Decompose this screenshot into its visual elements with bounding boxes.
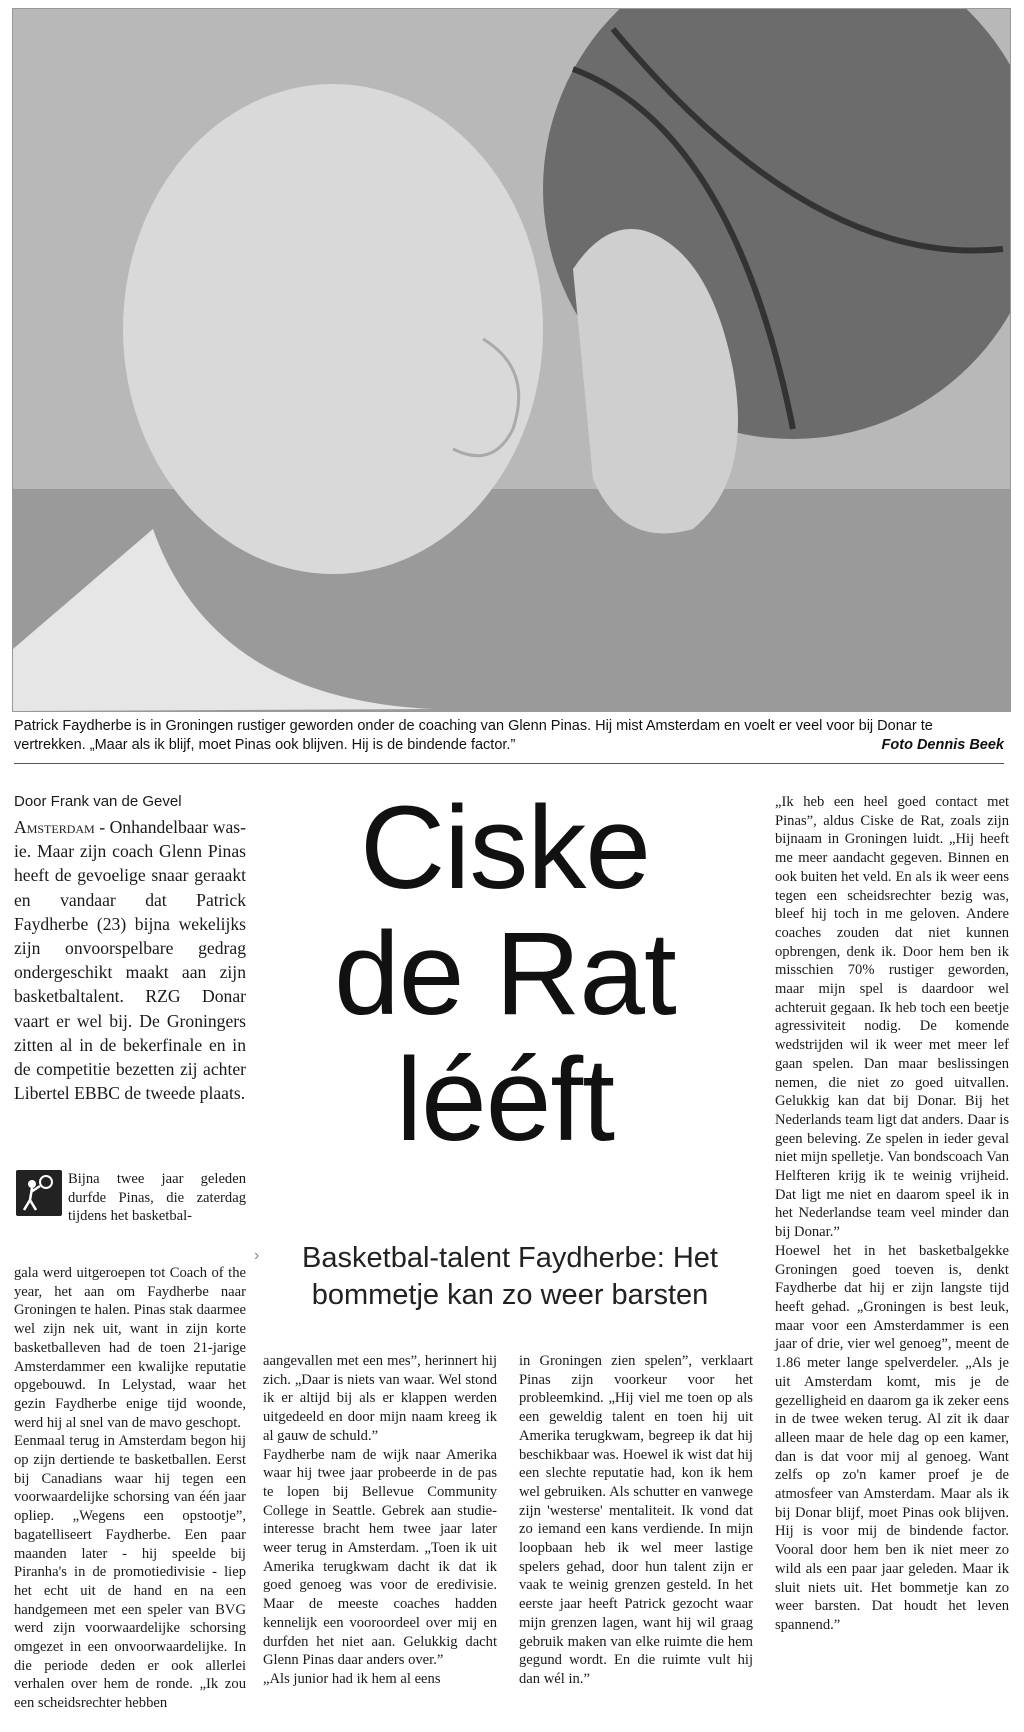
subheadline: Basketbal-talent Faydherbe: Het bommetje kan zo weer barsten (302, 1242, 718, 1311)
headline (270, 782, 740, 1166)
photo-caption (14, 717, 1004, 755)
column-1 (14, 1264, 246, 1713)
byline: Door Frank van de Gevel (14, 793, 182, 810)
paragraph: Hoewel het in het basketbalgekke Groningen goed toeven is, denkt Faydherbe dat hij er zijn langste tijd heeft gehad. „Groningen is best leuk, maar voor een Amsterdammer is een jaar of drie, vier wel genoeg”, meent de 1.86 meter lange spelverdeler. „Als je uit Amsterdam komt, mis je de gezelligheid en daarom ga ik zeker eens in de twee weken terug. Al zit ik daar alleen maar de hele dag op een kamer, dan is dat voor mij al genoeg. Want zelfs op zo'n kamer proef je de atmosfeer van Amsterdam. Maar als ik bij Donar blijf, moet Pinas ook blijven. Hij is voor mij de bindende factor. Vooral door hem ben ik niet meer zo wild als een paar jaar geleden. Maar ik sluit niets uit. Het bommetje kan zo weer barsten. Dat houdt het leven spannend.” (775, 1242, 1009, 1633)
basketball-player-icon (16, 1170, 62, 1216)
lead-text: - Onhandelbaar was-ie. Maar zijn coach Glenn Pinas heeft de gevoelige snaar geraakt en vandaar dat Patrick Faydherbe (23) bijna wekelijks zijn onvoorspelbare gedrag ondergeschikt maakt aan zijn basketbaltalent. RZG Donar vaart er wel bij. De Groningers zitten al in de bekerfinale en in de competitie bezetten zij achter Libertel EBBC de tweede plaats. (14, 817, 246, 1104)
paragraph: aangevallen met een mes”, herinnert hij zich. „Daar is niets van waar. Wel stond ik er altijd bij als er klappen werden uitgedeeld en door mijn naam kreeg ik al gauw de schuld.” (263, 1353, 497, 1444)
headline-line-2: de Rat (334, 908, 676, 1040)
photo-illustration (13, 9, 1010, 711)
subhead-mark: › (254, 1247, 260, 1264)
paragraph: Bijna twee jaar geleden durfde Pinas, die zaterdag tijdens het basketbal- (68, 1171, 246, 1225)
lead-paragraph (14, 815, 246, 1105)
dateline: Amsterdam (14, 817, 95, 837)
headline-line-3: lééft (395, 1034, 615, 1166)
paragraph: Faydherbe nam de wijk naar Amerika waar hij twee jaar probeerde in de pas te lopen bij Bellevue Community College in Seattle. Gebrek aan studie-interesse bracht hem twee jaar later weer terug in Amsterdam. „Toen ik uit Amerika terugkwam dacht ik dat ik goed genoeg was voor de eredivisie. Maar de meeste coaches hadden kennelijk een vooroordeel over mij en durfden het niet aan. Gelukkig dacht Glenn Pinas daar anders over.” (263, 1446, 497, 1669)
paragraph: „Als junior had ik hem al eens (263, 1670, 441, 1687)
column-3 (519, 1352, 753, 1689)
paragraph: gala werd uitgeroepen tot Coach of the year, het aan om Faydherbe naar Groningen te halen. Pinas stak daarmee wel zijn nek uit, want in zijn korte basketballeven had de toen 21-jarige Amsterdammer een kwalijke reputatie opgebouwd. In Lelystad, waar het gezin Faydherbe enige tijd woonde, werd hij al snel van de mavo geschopt. (14, 1265, 246, 1431)
column-4 (775, 793, 1009, 1635)
column-1-top (68, 1170, 246, 1226)
paragraph: Eenmaal terug in Amsterdam begon hij op zijn dertiende te basketballen. Eerst bij Canadians waar hij tegen een voorwaardelijke schorsing van één jaar opliep. „Wegens een opstootje”, bagatelliseert Faydherbe. Een paar maanden later - hij speelde bij Piranha's in de promotiedivisie - liep het echt uit de hand en na een handgemeen met een speler van BVG werd zijn voorwaardelijke schorsing omgezet in een onvoorwaardelijke. In die periode deden er ook allerlei verhalen over hem de ronde. „Ik zou een scheidsrechter hebben (14, 1433, 246, 1712)
paragraph: in Groningen zien spelen”, verklaart Pinas zijn voorkeur voor het probleemkind. „Hij viel me toen op als een geweldig talent en toen hij uit Amerika terugkwam, begreep ik dat hij beschikbaar was. Hoewel ik wist dat hij een slechte reputatie had, kon ik hem wel gebruiken. Als schutter en vanwege zijn 'westerse' mentaliteit. Ik vond dat zo iemand een kans verdiende. In mijn loopbaan heb ik wel meer lastige spelers gehad, door hun talent zijn er vaak te weinig grenzen gesteld. In het eerste jaar heeft Patrick gezocht waar mijn grenzen lagen, want hij wil graag gebruik maken van elke ruimte die hem gegund wordt. En die ruimte vult hij dan wél in.” (519, 1353, 753, 1687)
caption-text: Patrick Faydherbe is in Groningen rustiger geworden onder de coaching van Glenn Pinas. Hij mist Amsterdam en voelt er veel voor bij Donar te vertrekken. „Maar als ik blijf, moet Pinas ook blijven. Hij is de bindende factor.” (14, 718, 933, 753)
paragraph: „Ik heb een heel goed contact met Pinas”, aldus Ciske de Rat, zoals zijn bijnaam in Groningen luidt. „Hij heeft me meer aandacht gegeven. Binnen en ook buiten het veld. En als ik weer eens tegen een scheidsrechter bezig was, bleef hij toch in me geloven. Andere coaches zouden dat niet kunnen opbrengen, denk ik. Door hem ben ik misschien 70% rustiger geworden, maar mijn spel is daardoor wel achteruit gegaan. Ik heb toch een beetje agressiviteit nodig. De komende wedstrijden wil ik weer met meer lef gaan spelen. Dan maar beslissingen nemen, die niet zo goed uitvallen. Gelukkig kan dat bij Donar. Bij het Nederlands team ligt dat anders. Daar is geen beleving. Ze spelen in ieder geval niet mijn spelletje. Van bondscoach Van Helfteren krijg ik te weinig vrijheid. Dat ligt me niet en daarom speel ik in het Nederlandse team veel minder dan bij Donar.” (775, 794, 1009, 1241)
column-2 (263, 1352, 497, 1689)
headline-line-1: Ciske (359, 782, 651, 914)
article-photo (12, 8, 1011, 712)
divider (14, 763, 1004, 764)
photo-credit: Foto Dennis Beek (881, 737, 1004, 753)
